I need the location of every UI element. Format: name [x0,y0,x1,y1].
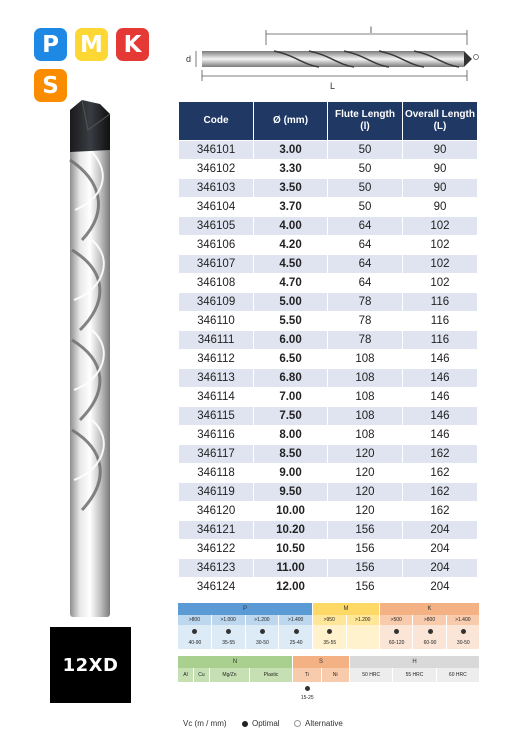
table-row [179,198,478,217]
s-col-vc: 15-25 [300,694,314,701]
row-diameter: 4.00 [254,217,328,236]
p-col-label: >1.000 [212,615,246,625]
row-overall-length: 90 [402,179,477,198]
k-col-vc: 60-120 [388,640,405,646]
row-overall-length: 102 [402,274,477,293]
table-row [179,350,478,369]
table-row [179,369,478,388]
group-m-header: M [313,603,380,615]
h-col-label: 50 HRC [350,668,393,682]
row-diameter: 12.00 [254,578,328,597]
row-diameter: 9.00 [254,464,328,483]
row-flute-length: 64 [328,255,403,274]
row-diameter: 3.00 [254,141,328,160]
row-diameter: 8.50 [254,445,328,464]
optimal-dot-icon [260,629,265,634]
row-overall-length: 162 [402,445,477,464]
row-flute-length: 120 [328,464,403,483]
row-code: 346111 [179,331,254,350]
k-col-label: >800 [413,615,446,625]
group-s-header: S [293,656,350,668]
s-col-label: Ti [293,668,322,682]
h-col-label: 60 HRC [437,668,480,682]
row-flute-length: 108 [328,407,403,426]
row-code: 346107 [179,255,254,274]
h-col-label: 55 HRC [393,668,436,682]
table-row [179,217,478,236]
optimal-dot-icon [461,629,466,634]
legend-optimal [242,719,280,728]
row-diameter: 5.50 [254,312,328,331]
row-code: 346113 [179,369,254,388]
diameter-label: d [186,54,192,64]
s-col-label: Ni [322,668,351,682]
product-table [178,101,478,597]
row-overall-length: 102 [402,255,477,274]
n-col-label: Al [178,668,194,682]
row-flute-length: 108 [328,426,403,445]
row-code: 346102 [179,160,254,179]
row-overall-length: 102 [402,236,477,255]
row-overall-length: 162 [402,464,477,483]
row-overall-length: 162 [402,483,477,502]
m-col-vc: 35-55 [323,640,337,646]
alternative-dot-icon [294,720,301,727]
row-code: 346105 [179,217,254,236]
flute-length-label: l [370,25,372,35]
row-diameter: 4.20 [254,236,328,255]
table-row [179,274,478,293]
header-overall-length: Overall Length (L) [402,102,477,141]
row-code: 346114 [179,388,254,407]
group-n-header: N [178,656,293,668]
optimal-dot-icon [242,721,248,727]
k-col-vc: 60-90 [423,640,437,646]
material-m-badge: M [75,28,108,61]
row-flute-length: 108 [328,369,403,388]
row-overall-length: 204 [402,521,477,540]
row-code: 346108 [179,274,254,293]
group-p-header: P [178,603,313,615]
legend-vc-label: Vc (m / mm) [183,719,227,728]
row-code: 346112 [179,350,254,369]
row-overall-length: 116 [402,312,477,331]
table-row [179,331,478,350]
row-flute-length: 156 [328,559,403,578]
row-diameter: 4.50 [254,255,328,274]
legend-alternative-label: Alternative [305,719,343,728]
n-col-label: Mg/Zn [210,668,250,682]
header-diameter: Ø (mm) [254,102,328,141]
row-overall-length: 116 [402,293,477,312]
row-diameter: 7.50 [254,407,328,426]
row-code: 346106 [179,236,254,255]
p-col-label: >1.200 [246,615,280,625]
row-code: 346124 [179,578,254,597]
p-col-vc: 40-90 [188,640,202,646]
n-col-label: Plastic [250,668,293,682]
p-col-label: >800 [178,615,212,625]
group-k-header: K [380,603,480,615]
row-overall-length: 146 [402,407,477,426]
header-flute-length: Flute Length (l) [328,102,403,141]
row-overall-length: 204 [402,578,477,597]
p-col-label: >1.400 [279,615,313,625]
row-overall-length: 102 [402,217,477,236]
m-col-values [347,625,381,649]
row-overall-length: 204 [402,540,477,559]
table-row [179,407,478,426]
row-code: 346120 [179,502,254,521]
row-flute-length: 78 [328,293,403,312]
header-code: Code [179,102,254,141]
row-overall-length: 204 [402,559,477,578]
table-header-row [179,102,478,141]
row-overall-length: 90 [402,141,477,160]
row-flute-length: 64 [328,217,403,236]
overall-length-label: L [330,81,336,91]
table-row [179,502,478,521]
p-col-vc: 30-50 [255,640,269,646]
row-diameter: 3.30 [254,160,328,179]
table-row [179,293,478,312]
row-flute-length: 108 [328,350,403,369]
drill-image [60,100,120,622]
row-overall-length: 146 [402,426,477,445]
material-k-badge: K [116,28,149,61]
n-col-label: Cu [194,668,210,682]
row-diameter: 9.50 [254,483,328,502]
row-flute-length: 50 [328,198,403,217]
optimal-dot-icon [305,686,310,691]
row-code: 346119 [179,483,254,502]
optimal-dot-icon [294,629,299,634]
row-code: 346110 [179,312,254,331]
material-p-badge: P [34,28,67,61]
row-diameter: 4.70 [254,274,328,293]
row-diameter: 6.00 [254,331,328,350]
row-overall-length: 146 [402,388,477,407]
series-logo: 12XD [50,627,131,703]
k-col-label: >1.400 [447,615,480,625]
row-diameter: 6.80 [254,369,328,388]
row-diameter: 10.50 [254,540,328,559]
row-code: 346101 [179,141,254,160]
row-code: 346115 [179,407,254,426]
table-row [179,179,478,198]
row-code: 346103 [179,179,254,198]
m-col-label: >950 [313,615,347,625]
row-diameter: 5.00 [254,293,328,312]
row-diameter: 7.00 [254,388,328,407]
m-col-label: >1.200 [347,615,381,625]
row-overall-length: 90 [402,198,477,217]
row-overall-length: 162 [402,502,477,521]
row-flute-length: 50 [328,179,403,198]
p-col-vc: 35-55 [222,640,236,646]
table-row [179,141,478,160]
table-row [179,483,478,502]
row-code: 346104 [179,198,254,217]
row-flute-length: 156 [328,540,403,559]
legend-optimal-label: Optimal [252,719,280,728]
row-code: 346116 [179,426,254,445]
row-flute-length: 120 [328,483,403,502]
table-row [179,426,478,445]
row-flute-length: 78 [328,331,403,350]
k-col-label: >500 [380,615,413,625]
row-flute-length: 64 [328,236,403,255]
row-diameter: 10.00 [254,502,328,521]
p-col-vc: 25-40 [289,640,303,646]
row-flute-length: 120 [328,445,403,464]
row-overall-length: 146 [402,369,477,388]
row-flute-length: 78 [328,312,403,331]
table-row [179,464,478,483]
table-row [179,521,478,540]
legend-vc [183,719,227,728]
row-overall-length: 116 [402,331,477,350]
row-flute-length: 50 [328,141,403,160]
table-row [179,236,478,255]
table-row [179,540,478,559]
row-overall-length: 90 [402,160,477,179]
row-overall-length: 146 [402,350,477,369]
table-row [179,388,478,407]
row-flute-length: 50 [328,160,403,179]
row-diameter: 3.70 [254,198,328,217]
table-row [179,445,478,464]
k-col-vc: 30-50 [456,640,470,646]
row-code: 346123 [179,559,254,578]
row-code: 346121 [179,521,254,540]
table-row [179,255,478,274]
table-row [179,578,478,597]
row-diameter: 6.50 [254,350,328,369]
row-flute-length: 120 [328,502,403,521]
row-code: 346118 [179,464,254,483]
row-flute-length: 108 [328,388,403,407]
row-flute-length: 156 [328,521,403,540]
row-code: 346109 [179,293,254,312]
material-s-badge: S [34,69,67,102]
row-code: 346122 [179,540,254,559]
table-row [179,559,478,578]
table-row [179,312,478,331]
table-row [179,160,478,179]
dimension-diagram [184,25,484,93]
legend-alternative [294,719,343,728]
group-h-header: H [350,656,480,668]
row-diameter: 3.50 [254,179,328,198]
row-diameter: 10.20 [254,521,328,540]
row-flute-length: 156 [328,578,403,597]
row-code: 346117 [179,445,254,464]
row-diameter: 8.00 [254,426,328,445]
row-flute-length: 64 [328,274,403,293]
row-diameter: 11.00 [254,559,328,578]
optimal-dot-icon [428,629,433,634]
